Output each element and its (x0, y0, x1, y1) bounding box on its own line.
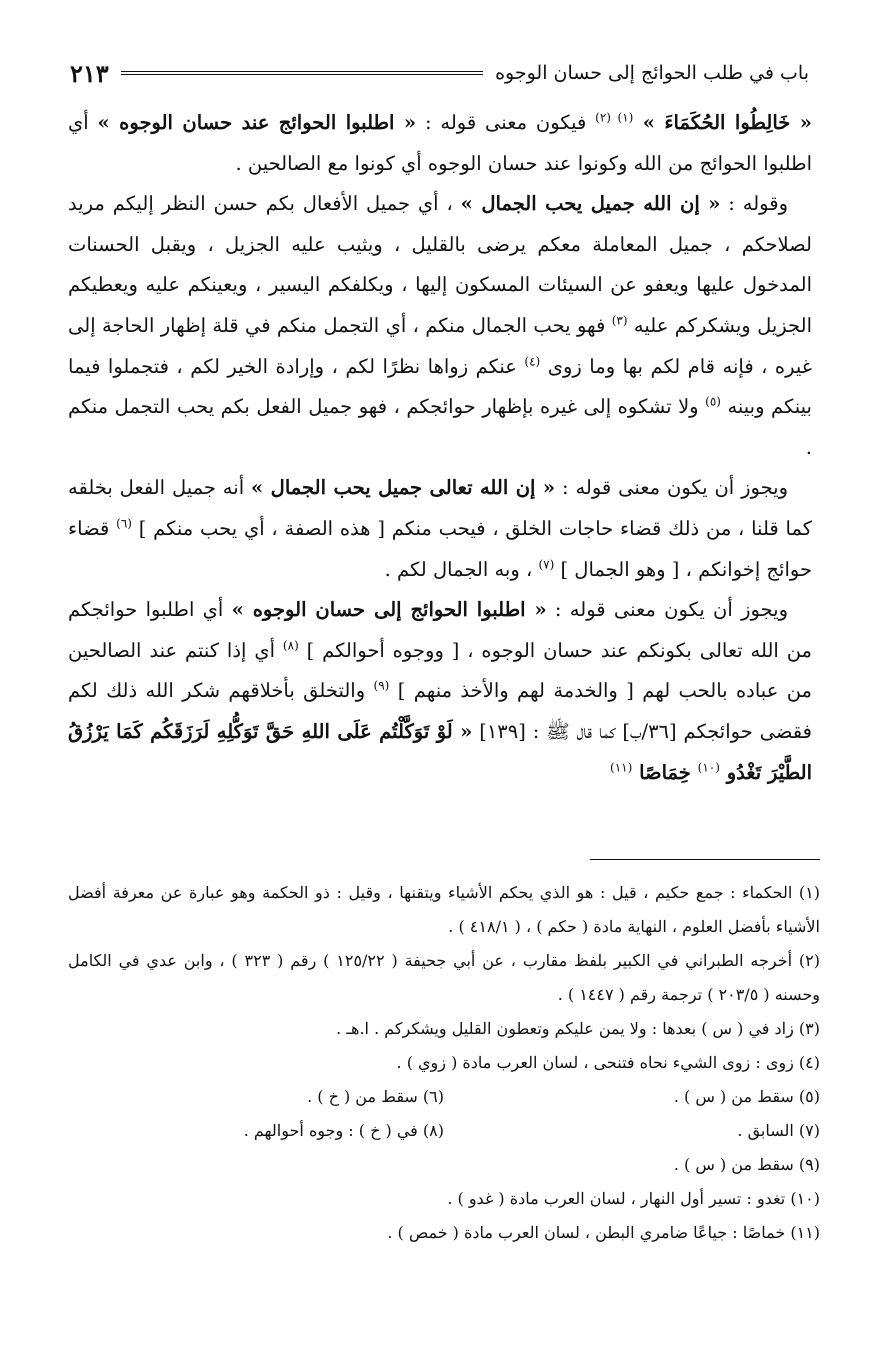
text-run: ، وبه الجمال لكم . (384, 557, 539, 581)
paragraph (68, 590, 812, 793)
footnote-ref: (١) (٢) (595, 110, 634, 125)
text-run: أي إذا كنتم عند الصالحين من عباده بالحب لهم [ والخدمة لهم والأخذ منهم ] (68, 638, 813, 703)
quoted-hadith: « اطلبوا الحوائج عند حسان الوجوه » (97, 111, 417, 134)
footnote-ref: (٨) (282, 638, 299, 653)
text-run: أي اطلبوا الحوائج من الله وكونوا عند حسان الوجوه أي كونوا مع الصالحين . (68, 111, 812, 175)
footnote-9: (٩) سقط من ( س ) . (673, 1155, 820, 1174)
footnote-ref: (٩) (373, 678, 390, 693)
quoted-hadith: « اطلبوا الحوائج إلى حسان الوجوه » (231, 598, 547, 622)
footnote-10: (١٠) تغدو : تسير أول النهار ، لسان العرب مادة ( غدو ) . (447, 1189, 820, 1208)
footnote-ref: (٣) (611, 313, 628, 328)
text-run: والتخلق بأخلاقهم شكر الله ذلك لكم فقضى حوائجكم [٣٦/ب] كما قال ﷺ : [١٣٩] (68, 679, 812, 743)
quoted-hadith: « خَالِطُوا الحُكَمَاءَ » (633, 111, 812, 134)
text-run: أنه جميل الفعل بخلقه كما قلنا ، من ذلك قضاء حاجات الخلق ، فيحب منكم [ هذه الصفة ، أي يحب منكم ] (68, 476, 813, 540)
text-run: قضاء حوائج إخوانكم ، [ وهو الجمال ] (68, 516, 812, 581)
quoted-hadith: « إن الله جميل يحب الجمال » (460, 192, 721, 216)
footnote-ref: (١١) (610, 760, 633, 774)
text-run: عنكم زواها نظرًا لكم ، وإرادة الخير لكم ، فتجملوا فيما بينكم وبينه (68, 354, 812, 419)
footnote-2: (٢) أخرجه الطبراني في الكبير بلفظ مقارب ، عن أبي جحيفة ( ١٢٥/٢٢ ) رقم ( ٣٢٣ ) ، وابن عدي في الكامل وحسنه ( ٢٠٣/٥ ) ترجمة رقم ( ١٤٤٧ ) . (68, 951, 821, 1004)
main-text (68, 103, 812, 793)
paragraph (68, 468, 812, 590)
quoted-hadith: خِمَاصًا (632, 760, 698, 784)
text-run: ، أي جميل الأفعال بكم حسن النظر إليكم مريد لصلاحكم ، جميل المعاملة معكم يرضى بالقليل ، ويثيب عليه الجزيل ، ويقبل الحسنات المدخول عليها ويعفو عن السيئات المسكون إليها ، ويكلفكم اليسير ، ويعينكم عليه ويعطيكم الجزيل ويشكركم عليه (68, 192, 812, 337)
footnote-ref: (١٠) (697, 760, 720, 774)
footnote-ref: (٧) (538, 557, 555, 572)
footnote-6: (٦) سقط من ( خ ) . (307, 1087, 444, 1106)
footnote-3: (٣) زاد في ( س ) بعدها : ولا يمن عليكم وتعطون القليل ويشكركم . ا.هـ . (336, 1019, 820, 1038)
running-header (70, 58, 809, 88)
paragraph (68, 103, 812, 184)
text-run: أي اطلبوا حوائجكم من الله تعالى بكونكم عند حسان الوجوه ، [ ووجوه أحوالكم ] (68, 598, 813, 662)
footnote-ref: (٥) (705, 394, 721, 409)
footnote-ref: (٤) (524, 354, 541, 369)
footnote-row (68, 1080, 820, 1114)
footnote-11: (١١) خماصًا : جياعًا ضامري البطن ، لسان العرب مادة ( خمص ) . (387, 1223, 820, 1242)
text-run: فيكون معنى قوله : (416, 111, 596, 134)
text-run: فهو يحب الجمال منكم ، أي التجمل منكم في قلة إظهار الحاجة إلى غيره ، فإنه قام لكم بها وما زوى (68, 313, 812, 378)
footnote-7: (٧) السابق . (737, 1121, 820, 1140)
header-rule (121, 71, 483, 75)
footnote-4: (٤) زوى : زوى الشيء نحاه فتنحى ، لسان العرب مادة ( زوي ) . (396, 1053, 820, 1072)
text-run: ويجوز أن يكون معنى قوله : (546, 598, 788, 622)
footnote-separator (590, 859, 820, 860)
footnote-row (68, 1114, 820, 1148)
footnote-8: (٨) في ( خ ) : وجوه أحوالهم . (243, 1121, 444, 1140)
quoted-hadith: « إن الله تعالى جميل يحب الجمال » (251, 476, 556, 500)
footnote-5: (٥) سقط من ( س ) . (673, 1087, 820, 1106)
quoted-hadith: « لَوْ تَوَكَّلْتُم عَلَى اللهِ حَقَّ تَوَكُّلِهِ لَرَزَقَكُم كَمَا يَرْزُقُ الطَّيْرَ تَغْدُو (68, 719, 812, 784)
text-run: ولا تشكوه إلى غيره بإظهار حوائجكم ، فهو جميل الفعل بكم يحب التجمل منكم . (68, 395, 812, 459)
text-run: وقوله : (720, 192, 788, 216)
footnotes (68, 876, 820, 1250)
page-number: ٢١٣ (70, 58, 109, 88)
chapter-title: باب في طلب الحوائج إلى حسان الوجوه (495, 62, 809, 84)
footnote-1: (١) الحكماء : جمع حكيم ، قيل : هو الذي يحكم الأشياء ويتقنها ، وقيل : ذو الحكمة وهو عبارة عن معرفة أفضل الأشياء بأفضل العلوم ، النهاية مادة ( حكم ) ، ( ٤١٨/١ ) . (68, 883, 820, 936)
footnote-ref: (٦) (116, 516, 132, 531)
paragraph (68, 184, 812, 468)
text-run: ويجوز أن يكون معنى قوله : (555, 476, 789, 500)
